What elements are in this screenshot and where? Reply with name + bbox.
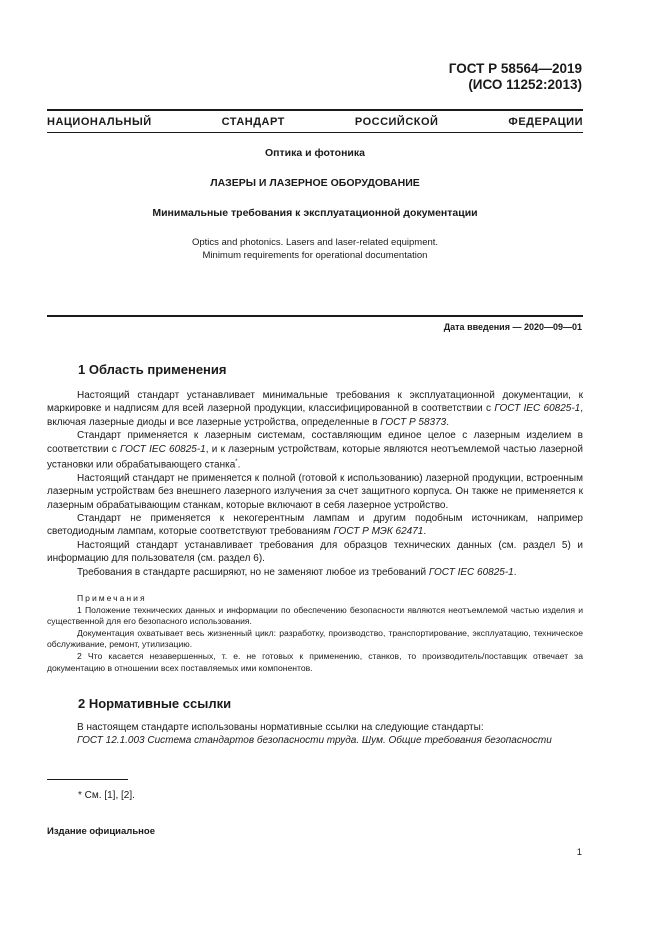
paragraph: Стандарт применяется к лазерным системам, составляющим единое целое с лазерным изделием в соответствии с ГОСТ IEC 60825-1, и к лазерным устройствам, которые являются неотъемлемой частью лазерной установки или обрабатывающего станка*. bbox=[47, 430, 584, 471]
paragraph: В настоящем стандарте использованы нормативные ссылки на следующие стандарты: bbox=[77, 722, 484, 733]
section-2-body bbox=[47, 721, 583, 748]
footnote-marker: * bbox=[235, 459, 238, 466]
english-title bbox=[47, 236, 583, 262]
standard-reference: ГОСТ Р 58373 bbox=[380, 416, 447, 428]
introduction-date: Дата введения — 2020—09—01 bbox=[443, 322, 582, 332]
main-title: ЛАЗЕРЫ И ЛАЗЕРНОЕ ОБОРУДОВАНИЕ bbox=[210, 177, 420, 189]
top-rule-thick bbox=[47, 109, 583, 111]
iso-number: (ИСО 11252:2013) bbox=[468, 77, 582, 92]
note-item: 1 Положение технических данных и информации по обеспечению безопасности являются неотъемлемой частью изделия и существенной для его безопасного использования. bbox=[47, 604, 583, 627]
paragraph: Настоящий стандарт устанавливает минимальные требования к эксплуатационной документации, к маркировке и надписям для всей лазерной продукции, классифицированной в соответствии с ГОСТ IEC 60825-1, включая лазерные диоды и все лазерные устройства, определенные в ГОСТ Р 58373. bbox=[47, 390, 583, 428]
note-item: Документация охватывает весь жизненный цикл: разработку, производство, транспортирование, эксплуатацию, техническое обслуживание, ремонт, утилизацию. bbox=[47, 627, 583, 650]
section-1-body bbox=[47, 389, 583, 579]
english-title-line2: Minimum requirements for operational documentation bbox=[202, 250, 428, 261]
notes-block bbox=[47, 593, 583, 674]
paragraph: Настоящий стандарт устанавливает требования для образцов технических данных (см. раздел 5) и информацию для пользователя (см. раздел 6). bbox=[47, 539, 583, 565]
footnote: * См. [1], [2]. bbox=[78, 790, 135, 801]
group-title: Оптика и фотоника bbox=[264, 147, 365, 159]
sub-title: Минимальные требования к эксплуатационной документации bbox=[152, 207, 478, 219]
page-number: 1 bbox=[576, 847, 582, 858]
notes-label: Примечания bbox=[77, 593, 147, 603]
english-title-line1: Optics and photonics. Lasers and laser-related equipment. bbox=[191, 237, 439, 248]
paragraph: Требования в стандарте расширяют, но не заменяют любое из требований ГОСТ IEC 60825-1. bbox=[77, 566, 517, 578]
footnote-separator bbox=[47, 779, 128, 780]
section-1-heading: 1 Область применения bbox=[78, 362, 227, 377]
note-item: 2 Что касается незавершенных, т. е. не готовых к применению, станков, то производитель/поставщик отвечает за документацию в отношении всех поставляемых ими компонентов. bbox=[47, 650, 583, 673]
section-2-heading: 2 Нормативные ссылки bbox=[78, 696, 232, 711]
standard-reference: ГОСТ IEC 60825-1 bbox=[428, 566, 514, 578]
national-standard-banner: НАЦИОНАЛЬНЫЙ СТАНДАРТ РОССИЙСКОЙ ФЕДЕРАЦИИ bbox=[47, 116, 583, 128]
intro-rule bbox=[47, 315, 583, 317]
document-designation bbox=[449, 61, 582, 93]
official-edition-label: Издание официальное bbox=[47, 826, 155, 837]
normative-reference: ГОСТ 12.1.003 Система стандартов безопасности труда. Шум. Общие требования безопасности bbox=[77, 735, 552, 747]
standard-reference: ГОСТ IEC 60825-1 bbox=[120, 443, 206, 455]
standard-reference: ГОСТ IEC 60825-1 bbox=[494, 403, 581, 415]
standard-reference: ГОСТ Р МЭК 62471 bbox=[333, 526, 424, 538]
top-rule-thin bbox=[47, 132, 583, 133]
paragraph: Стандарт не применяется к некогерентным лампам и другим подобным источникам, например светодиодным лампам, которые соответствуют требованиям ГОСТ Р МЭК 62471. bbox=[47, 512, 583, 538]
paragraph: Настоящий стандарт не применяется к полной (готовой к использованию) лазерной продукции, встроенным лазерным устройствам без внешнего лазерного излучения за счет защитного корпуса. Он также не применяется к лазерным обрабатывающим станкам, которые включают в себя лазерное устройство. bbox=[47, 472, 583, 511]
gost-number: ГОСТ Р 58564—2019 bbox=[448, 61, 582, 76]
